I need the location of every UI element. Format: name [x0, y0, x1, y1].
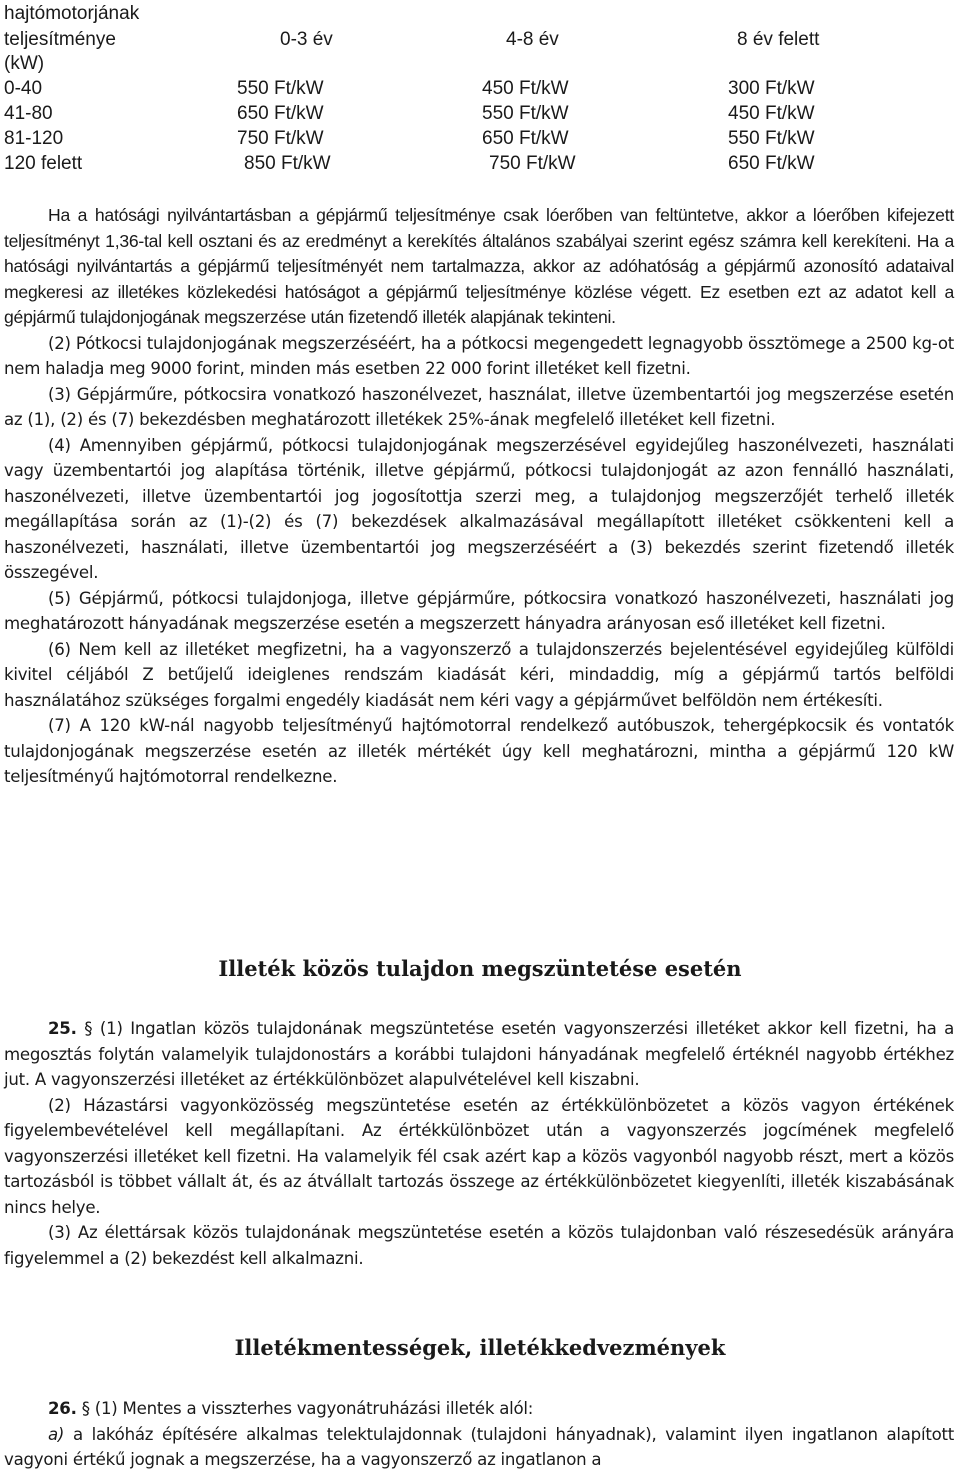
header-col0-line1: hajtómotorjának	[4, 3, 140, 24]
row-value-4-8: 650 Ft/kW	[482, 128, 569, 149]
row-value-0-3: 550 Ft/kW	[237, 78, 324, 99]
table-row	[4, 77, 954, 101]
row-value-0-3: 650 Ft/kW	[237, 103, 324, 124]
row-value-8plus: 450 Ft/kW	[728, 103, 815, 124]
section-25-text	[4, 1016, 954, 1271]
section-heading-exemptions: Illetékmentességek, illetékkedvezmények	[234, 1335, 726, 1360]
paragraph-3: (3) Gépjárműre, pótkocsira vonatkozó haszonélvezet, használat, illetve üzembentartói jog megszerzése esetén az (1), (2) és (7) bekezdésben meghatározott illetékek 25%-ának megfelelő illetéket kell fizetni.	[4, 384, 954, 429]
paragraph-2: (2) Pótkocsi tulajdonjogának megszerzéséért, ha a pótkocsi megengedett legnagyobb össztömege a 2500 kg-ot nem haladja meg 9000 forint, minden más esetben 22 000 forint illetéket kell fizetni.	[4, 333, 954, 378]
row-value-4-8: 550 Ft/kW	[482, 103, 569, 124]
table-row	[4, 152, 954, 176]
section-25-paragraph-1	[4, 1016, 954, 1093]
section-26-point-a	[4, 1422, 954, 1473]
section-26-text	[4, 1396, 954, 1473]
point-a-text: a lakóház építésére alkalmas telektulajdonnak (tulajdoni hányadnak), valamint ilyen ingatlanon alapított vagyoni értékű jognak a megszerzése, ha a vagyonszerző az ingatlanon a	[4, 1424, 954, 1469]
paragraph-hp-conversion: Ha a hatósági nyilvántartásban a gépjármű teljesítménye csak lóerőben van feltüntetve, akkor a lóerőben kifejezett teljesítményt 1,36-tal kell osztani és az eredményt a kerekítés általános szabályai szerint egész számra kell kerekíteni. Ha a hatósági nyilvántartás a gépjármű teljesítményét nem tartalmazza, akkor az adóhatóság a gépjármű azonosító adataival megkeresi az illetékes közlekedési hatóságot a gépjármű teljesítménye közlése végett. Ez esetben ezt az adatot kell a gépjármű tulajdonjogának megszerzése után fizetendő illeték alapjának tekinteni.	[4, 205, 954, 327]
row-value-4-8: 450 Ft/kW	[482, 78, 569, 99]
row-value-8plus: 550 Ft/kW	[728, 128, 815, 149]
section-number: 25.	[48, 1019, 77, 1038]
paragraph-6: (6) Nem kell az illetéket megfizetni, ha a vagyonszerző a tulajdonszerzés bejelentésével egyidejűleg külföldi kivitel céljából Z betűjelű ideiglenes rendszám kiadását kéri, mindaddig, míg a gépjármű tartós belföldi használatához szükséges forgalmi engedély kiadását nem kéri vagy a gépjárművet belföldön nem értékesíti.	[4, 639, 954, 710]
row-range: 120 felett	[4, 153, 83, 174]
paragraph-4: (4) Amennyiben gépjármű, pótkocsi tulajdonjogának megszerzésével egyidejűleg haszonélvezeti, használati vagy üzembentartói jog alapítása történik, illetve gépjármű, pótkocsi tulajdonjogát az azon fennálló használati, haszonélvezeti, illetve üzembentartói jog jogosítottja szerzi meg, a tulajdonjog megszerzőjét terhelő illeték megállapítása során az (1)-(2) és (7) bekezdések alkalmazásával megállapított illetéket csökkenteni kell a haszonélvezeti, használati, illetve üzembentartói jog megszerzéséért a (3) bekezdés szerint fizetendő illeték összegével.	[4, 435, 954, 582]
row-range: 81-120	[4, 128, 64, 149]
table-header-line-2	[4, 28, 954, 52]
section-25-paragraph-3: (3) Az élettársak közös tulajdonának megszüntetése esetén a közös tulajdonban való részesedésük arányára figyelemmel a (2) bekezdést kell alkalmazni.	[4, 1223, 954, 1268]
paragraph-5: (5) Gépjármű, pótkocsi tulajdonjoga, illetve gépjárműre, pótkocsira vonatkozó haszonélvezeti, használati jog meghatározott hányadának megszerzése esetén a megszerzett hányadra arányosan eső illetéket kell fizetni.	[4, 588, 954, 633]
row-value-8plus: 300 Ft/kW	[728, 78, 815, 99]
header-col0-line3: (kW)	[4, 53, 45, 74]
section-sign: §	[81, 1399, 90, 1418]
section-heading-common-property: Illeték közös tulajdon megszüntetése esetén	[218, 956, 742, 981]
point-label: a)	[48, 1424, 65, 1444]
row-value-0-3: 850 Ft/kW	[244, 153, 331, 174]
section-25-paragraph-2: (2) Házastársi vagyonközösség megszüntetése esetén az értékkülönbözetet a közös vagyon értékének figyelembevételével kell megállapítani. Az értékkülönbözet után a vagyonszerzés jogcímének megfelelő vagyonszerzési illetéket kell fizetni. Ha valamelyik fél csak azért kap a közös vagyonból nagyobb részt, mert a közös tartozásból is többet vállalt át, és az átvállalt tartozás összege az értékkülönbözetet kiegyenlíti, illeték kiszabásának nincs helye.	[4, 1095, 954, 1217]
table-row	[4, 127, 954, 151]
section-sign: §	[84, 1019, 93, 1038]
header-col2: 4-8 év	[506, 29, 559, 50]
section-number: 26.	[48, 1399, 77, 1418]
row-value-4-8: 750 Ft/kW	[489, 153, 576, 174]
section-26-p1-text: (1) Mentes a visszterhes vagyonátruházási illeték alól:	[94, 1399, 534, 1418]
header-col0-line2: teljesítménye	[4, 29, 116, 50]
row-range: 0-40	[4, 78, 43, 99]
section-25-p1-text: (1) Ingatlan közös tulajdonának megszüntetése esetén vagyonszerzési illetéket akkor kell fizetni, ha a megosztás folytán valamelyik tulajdonostárs a korábbi tulajdoni hányadának megfelelő értéknél nagyobb értékhez jut. A vagyonszerzési illetéket az értékkülönbözet alapulvételével kell kiszabni.	[4, 1019, 955, 1089]
row-range: 41-80	[4, 103, 53, 124]
row-value-0-3: 750 Ft/kW	[237, 128, 324, 149]
header-col3: 8 év felett	[737, 29, 820, 50]
row-value-8plus: 650 Ft/kW	[728, 153, 815, 174]
table-row	[4, 102, 954, 126]
section-26-paragraph-1	[4, 1396, 954, 1422]
header-col1: 0-3 év	[280, 29, 333, 50]
paragraph-7: (7) A 120 kW-nál nagyobb teljesítményű hajtómotorral rendelkező autóbuszok, tehergépkocsik és vontatók tulajdonjogának megszerzése esetén az illeték mértékét úgy kell meghatározni, mintha a gépjármű 120 kW teljesítményű hajtómotorral rendelkezne.	[4, 716, 954, 786]
section-24-text	[4, 203, 954, 790]
